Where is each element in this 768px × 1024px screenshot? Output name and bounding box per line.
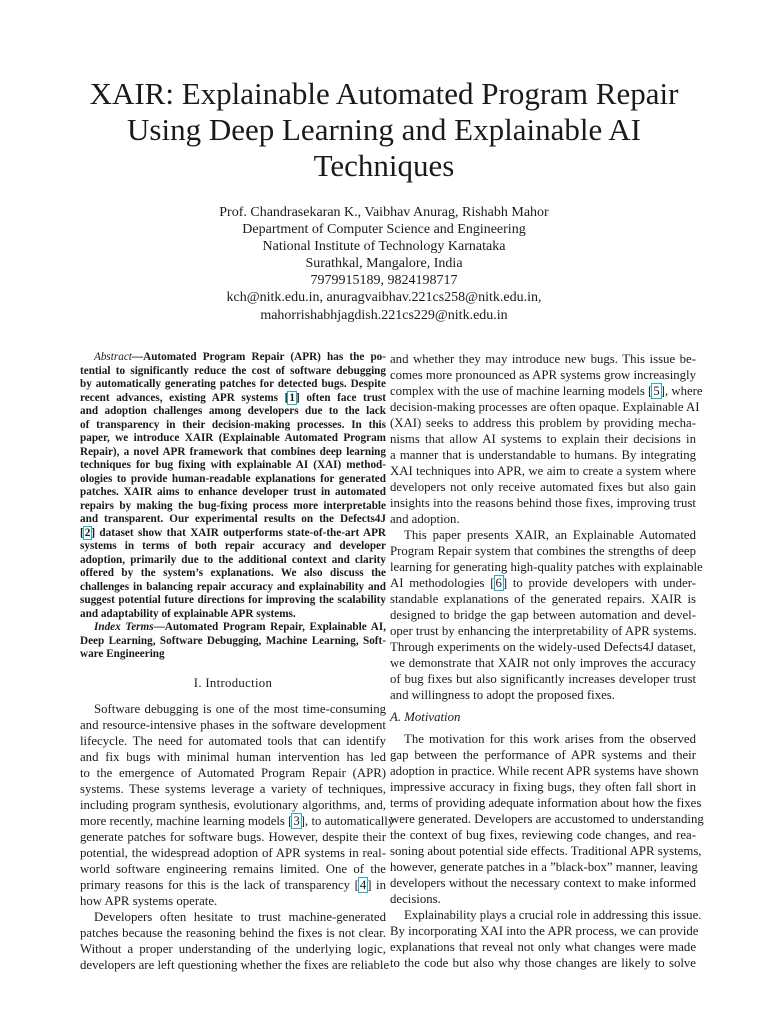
right-column [390, 351, 704, 971]
abstract-line: adoption, primarily due to the additional context and clarity [80, 553, 386, 566]
text-line: standable explanations of the generated repairs. XAIR is [390, 592, 696, 606]
text-line: insights into the reasons behind those fixes, improving trust [390, 496, 696, 510]
text-line: Software debugging is one of the most time-consuming [94, 701, 386, 716]
text-line: XAI techniques into APR, we aim to create a system where [390, 464, 696, 478]
text-line: impressive accuracy in fixing bugs, they often fall short in [390, 780, 696, 794]
text-line: how APR systems operate. [80, 893, 218, 908]
text-line: and willingness to adopt the proposed fixes. [390, 688, 615, 702]
abstract-line: paper, we introduce XAIR (Explainable Automated Program [80, 432, 386, 444]
section-heading-introduction: I. Introduction [193, 675, 273, 690]
index-terms-line: Deep Learning, Software Debugging, Machine Learning, Soft- [80, 634, 386, 647]
text-line: developers not only receive automated fixes but also gain [390, 480, 696, 494]
title-line: XAIR: Explainable Automated Program Repair [89, 76, 679, 111]
text-line: more recently, machine learning models [3], to automatically [80, 813, 395, 828]
text-line: By incorporating XAI into the APR process, we can provide [390, 924, 699, 938]
text-line: Through experiments on the widely-used Defects4J dataset, [390, 640, 696, 654]
abstract-line: systems in terms of both repair accuracy and developer [80, 540, 386, 552]
text-line: Explainability plays a crucial role in addressing this issue. [404, 908, 702, 922]
abstract-line: of transparency in their decision-making processes. In this [80, 418, 386, 431]
author-line: mahorrishabhjagdish.221cs229@nitk.edu.in [260, 307, 508, 323]
motivation-paragraph-1 [390, 731, 704, 907]
text-line: including program synthesis, evolutionary algorithms, and, [80, 797, 386, 812]
text-line: were generated. Developers are accustomed to understanding [390, 812, 704, 826]
citation-link[interactable]: 1 [289, 391, 295, 404]
text-line: Without a proper understanding of the underlying logic, [80, 941, 386, 956]
title-line: Using Deep Learning and Explainable AI [127, 112, 641, 147]
text-line: the context of bug fixes, reviewing code changes, and rea- [390, 828, 696, 842]
index-terms-line: Index Terms—Automated Program Repair, Explainable AI, [94, 621, 386, 633]
text-line: a manner that is understandable to humans. By integrating [390, 448, 696, 462]
text-line: This paper presents XAIR, an Explainable Automated [404, 528, 696, 542]
author-line: Prof. Chandrasekaran K., Vaibhav Anurag, Rishabh Mahor [219, 205, 549, 220]
text-line: patches because the reasoning behind the fixes is not clear. [80, 925, 386, 940]
author-line: Surathkal, Mangalore, India [305, 256, 463, 272]
text-line: however, generate patches in a ”black-box” manner, leaving [390, 860, 698, 874]
abstract-line: ologies to provide human-readable explanations for generated [80, 472, 386, 485]
abstract-line: suggest potential future directions for improving the scalability [80, 594, 386, 606]
abstract-line: Abstract—Automated Program Repair (APR) has the po- [94, 351, 386, 363]
paper-title [60, 76, 708, 184]
intro-paragraph-4 [390, 527, 703, 703]
text-line: potential, the widespread adoption of APR systems in real- [80, 845, 386, 860]
index-terms [80, 621, 386, 662]
text-line: nisms that allow AI systems to explain their decisions in [390, 432, 696, 446]
text-line: and fix bugs with minimal human intervention has led [80, 749, 386, 764]
author-line: kch@nitk.edu.in, anuragvaibhav.221cs258@nitk.edu.in, [226, 290, 542, 306]
text-line: we demonstrate that XAIR not only improves the accuracy [390, 656, 696, 670]
citation-link[interactable]: 6 [495, 576, 502, 590]
abstract-line: and transparent. Our experimental results on the Defects4J [80, 513, 386, 525]
abstract [80, 351, 386, 621]
citation-link[interactable]: 5 [653, 384, 660, 398]
text-line: Developers often hesitate to trust machine-generated [94, 909, 386, 924]
author-block [84, 204, 684, 324]
abstract-line: repairs by making the bug-fixing process more interpretable [80, 499, 386, 512]
abstract-line: techniques for bug fixing with explainable AI (XAI) method- [80, 459, 386, 471]
abstract-line: tential to significantly reduce the cost of software debugging [80, 364, 386, 377]
text-line: primary reasons for this is the lack of transparency [4] in [80, 877, 386, 892]
text-line: terms of providing adequate information about how the fixes [390, 796, 702, 810]
intro-paragraph-2 [80, 909, 390, 973]
abstract-line: and adoption challenges among developers due to the lack [80, 405, 386, 417]
motivation-paragraph-2 [390, 907, 702, 971]
subsection-heading-motivation: A. Motivation [390, 710, 461, 724]
text-line: gap between the performance of APR systems and their [390, 748, 696, 762]
text-line: oper trust by enhancing the interpretability of APR systems. [390, 624, 697, 638]
abstract-line: patches. XAIR aims to enhance developer trust in automated [80, 486, 386, 498]
abstract-line: offered by the system’s explanations. We also discuss the [80, 567, 386, 579]
citation-link[interactable]: 4 [359, 877, 367, 892]
abstract-line: [2] dataset show that XAIR outperforms state-of-the-art APR [80, 526, 386, 539]
text-line: comes more pronounced as APR systems grow increasingly [390, 368, 697, 382]
citation-link[interactable]: 2 [84, 526, 91, 539]
text-line: developers without the necessary context to make informed [390, 876, 696, 890]
text-line: Program Repair system that combines the strengths of deep [390, 544, 696, 558]
text-line: soning about potential side effects. Traditional APR systems, [390, 844, 702, 858]
text-line: lifecycle. The need for automated tools that can identify [80, 733, 386, 748]
left-column [80, 351, 395, 973]
text-line: and adoption. [390, 512, 460, 526]
text-line: developers are left questioning whether the fixes are reliable [80, 957, 390, 972]
text-line: and whether they may introduce new bugs. This issue be- [390, 352, 696, 366]
text-line: to the emergence of Automated Program Repair (APR) [80, 765, 386, 780]
author-line: Department of Computer Science and Engineering [242, 222, 526, 238]
text-line: The motivation for this work arises from the observed [404, 732, 696, 746]
abstract-line: challenges in balancing repair accuracy and explainability and [80, 580, 386, 593]
text-line: (XAI) seeks to address this problem by providing mecha- [390, 416, 696, 430]
text-line: decisions. [390, 892, 441, 906]
text-line: to the code but also why those changes are likely to solve [390, 956, 696, 970]
text-line: explanations that reveal not only what changes were made [390, 940, 696, 954]
author-line: National Institute of Technology Karnataka [262, 239, 506, 255]
intro-paragraph-1 [80, 701, 395, 909]
text-line: adoption in practice. While recent APR systems have shown [390, 764, 699, 778]
index-terms-label: Index Terms [94, 621, 154, 633]
author-line: 7979915189, 9824198717 [310, 273, 458, 289]
text-line: of bug fixes but also significantly increases developer trust [390, 672, 696, 686]
text-line: AI methodologies [6] to provide developers with under- [390, 576, 696, 590]
text-line: designed to bridge the gap between automation and devel- [390, 608, 696, 622]
intro-paragraph-3 [390, 351, 703, 527]
text-line: world software engineering remains limited. One of the [80, 861, 386, 876]
abstract-line: and adaptability of explainable APR systems. [80, 607, 296, 620]
abstract-line: by automatically generating patches for detected bugs. Despite [80, 378, 386, 390]
text-line: generate patches for software bugs. However, despite their [80, 829, 386, 844]
text-line: systems. These systems leverage a variety of techniques, [80, 781, 386, 796]
text-line: decision-making processes are often opaque. Explainable AI [390, 400, 700, 414]
citation-link[interactable]: 3 [293, 813, 300, 828]
abstract-label: Abstract [94, 351, 132, 363]
text-line: complex with the use of machine learning models [5], where [390, 384, 703, 398]
index-terms-line: ware Engineering [80, 648, 165, 660]
title-line: Techniques [313, 148, 455, 183]
abstract-line: Repair), a novel APR framework that combines deep learning [80, 445, 386, 458]
abstract-line: recent advances, existing APR systems [1] often face trust [80, 391, 387, 404]
text-line: and resource-intensive phases in the software development [80, 717, 386, 732]
text-line: learning for generating high-quality patches with explainable [390, 560, 703, 574]
